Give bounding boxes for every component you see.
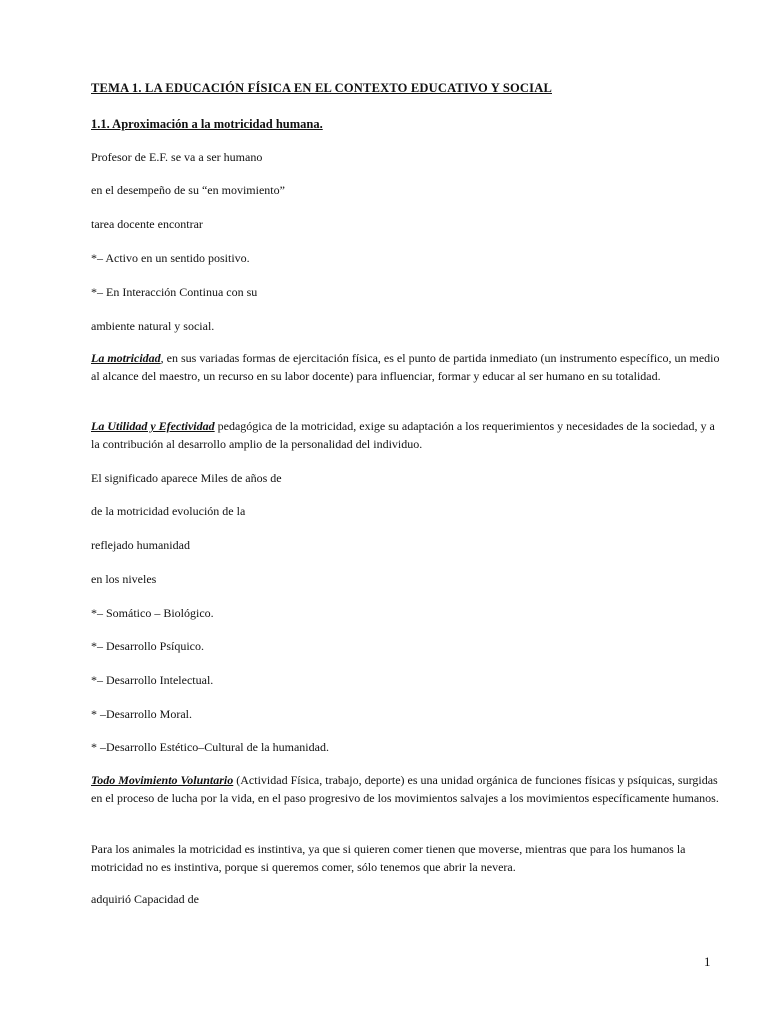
paragraph-keyword: Todo Movimiento Voluntario (91, 773, 234, 787)
bullet-line: *– En Interacción Continua con su (91, 285, 258, 299)
paragraph-keyword: La motricidad (91, 351, 161, 365)
paragraph-keyword: La Utilidad y Efectividad (91, 419, 215, 433)
paragraph-utilidad (91, 418, 721, 453)
text-line: de la motricidad evolución de la (91, 504, 246, 518)
text-line: en los niveles (91, 572, 157, 586)
paragraph-movimiento (91, 772, 721, 807)
paragraph-text: (Actividad Física, trabajo, deporte) es una unidad orgánica de funciones físicas y psíquicas, surgidas en el proceso de lucha por la vida, en el paso progresivo de los movimientos salvajes a los movimientos específicamente humanos. (91, 773, 719, 805)
bullet-line: *– Desarrollo Intelectual. (91, 673, 214, 687)
document-title: TEMA 1. LA EDUCACIÓN FÍSICA EN EL CONTEXTO EDUCATIVO Y SOCIAL (91, 81, 552, 95)
text-line: reflejado humanidad (91, 538, 190, 552)
page-number: 1 (704, 954, 711, 969)
text-line: en el desempeño de su “en movimiento” (91, 183, 285, 197)
paragraph-motricidad (91, 350, 721, 385)
paragraph-text: pedagógica de la motricidad, exige su adaptación a los requerimientos y necesidades de la sociedad, y a la contribución al desarrollo amplio de la personalidad del individuo. (91, 419, 715, 451)
bullet-line: * –Desarrollo Moral. (91, 707, 192, 721)
bullet-line: *– Somático – Biológico. (91, 606, 214, 620)
text-line: ambiente natural y social. (91, 319, 215, 333)
bullet-line: *– Activo en un sentido positivo. (91, 251, 250, 265)
bullet-line: * –Desarrollo Estético–Cultural de la humanidad. (91, 740, 329, 754)
paragraph-text: , en sus variadas formas de ejercitación física, es el punto de partida inmediato (un instrumento específico, un medio al alcance del maestro, un recurso en su labor docente) para influenciar, formar y educar al ser humano en su totalidad. (91, 351, 720, 383)
section-subtitle: 1.1. Aproximación a la motricidad humana. (91, 117, 323, 131)
paragraph-animales: Para los animales la motricidad es instintiva, ya que si quieren comer tienen que moverse, mientras que para los humanos la motricidad no es instintiva, porque si queremos comer, sólo tenemos que abrir la nevera. (91, 842, 686, 874)
text-line: adquirió Capacidad de (91, 892, 199, 906)
text-line: El significado aparece Miles de años de (91, 471, 282, 485)
text-line: tarea docente encontrar (91, 217, 203, 231)
bullet-line: *– Desarrollo Psíquico. (91, 639, 204, 653)
text-line: Profesor de E.F. se va a ser humano (91, 150, 263, 164)
